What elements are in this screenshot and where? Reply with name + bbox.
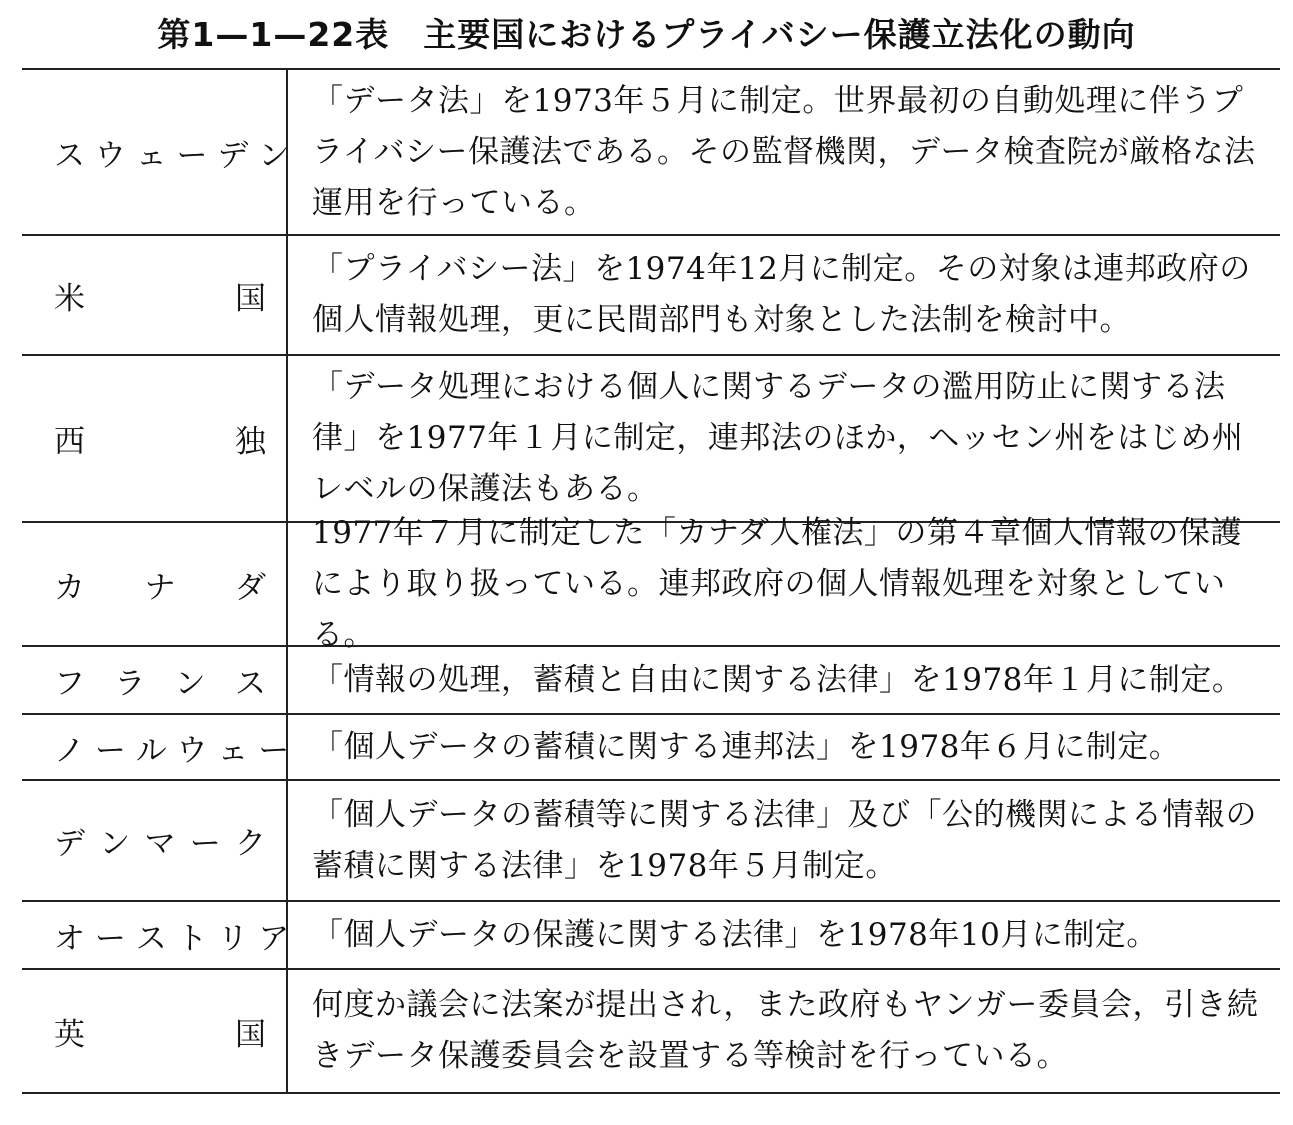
description-text: 「プライバシー法」を1974年12月に制定。その対象は連邦政府の個人情報処理，更に民間部門も対象とした法制を検討中。 xyxy=(312,251,1251,338)
country-name: カ ナ ダ xyxy=(54,569,266,606)
table-title: 第1—1—22表 主要国におけるプライバシー保護立法化の動向 xyxy=(157,15,1136,54)
description-text: 「個人データの蓄積等に関する法律」及び「公的機関による情報の蓄積に関する法律」を1978年５月制定。 xyxy=(312,796,1257,884)
description-cell xyxy=(288,781,1280,900)
description-text: 「データ法」を1973年５月に制定。世界最初の自動処理に伴うプライバシー保護法である。その監督機関，データ検査院が厳格な法運用を行っている。 xyxy=(312,82,1256,221)
table-row xyxy=(22,715,1280,781)
table-row xyxy=(22,647,1280,715)
description-text: 「データ処理における個人に関するデータの濫用防止に関する法律」を1977年１月に制定，連邦法のほか，ヘッセン州をはじめ州レベルの保護法もある。 xyxy=(312,369,1244,507)
country-name: 英 国 xyxy=(54,1016,266,1053)
description-cell xyxy=(288,715,1280,779)
country-name: ス ウ ェ ー デ ン xyxy=(54,137,290,174)
country-name: オ ー ス ト リ ア xyxy=(54,920,290,957)
country-cell xyxy=(22,70,288,234)
table-row xyxy=(22,70,1280,236)
country-name: ノ ー ル ウ ェ ー xyxy=(54,732,290,769)
description-cell xyxy=(288,70,1280,234)
table-row xyxy=(22,781,1280,902)
description-text: 1977年７月に制定した「カナダ人権法」の第４章個人情報の保護により取り扱っている。連邦政府の個人情報処理を対象としている。 xyxy=(312,514,1242,653)
description-text: 「個人データの蓄積に関する連邦法」を1978年６月に制定。 xyxy=(312,728,1181,765)
description-cell xyxy=(288,356,1280,521)
table-row xyxy=(22,514,1280,653)
legislation-table xyxy=(22,68,1280,1094)
country-name: 西 独 xyxy=(54,424,266,460)
country-name: デ ン マ ー ク xyxy=(54,826,266,862)
description-cell xyxy=(288,236,1280,354)
table-row xyxy=(22,970,1280,1094)
country-cell xyxy=(22,970,288,1092)
description-text: 「情報の処理，蓄積と自由に関する法律」を1978年１月に制定。 xyxy=(312,661,1244,698)
description-cell xyxy=(288,970,1280,1092)
description-text: 「個人データの保護に関する法律」を1978年10月に制定。 xyxy=(312,916,1158,953)
table-row xyxy=(22,236,1280,356)
table-row xyxy=(22,356,1280,523)
country-name: 米 国 xyxy=(54,280,266,317)
description-text: 何度か議会に法案が提出され，また政府もヤンガー委員会，引き続きデータ保護委員会を設置する等検討を行っている。 xyxy=(312,987,1259,1074)
country-name: フ ラ ン ス xyxy=(54,665,266,702)
country-cell xyxy=(22,781,288,900)
description-cell xyxy=(288,647,1280,713)
country-cell xyxy=(22,523,288,645)
description-cell xyxy=(288,514,1280,653)
country-cell xyxy=(22,715,288,779)
table-row xyxy=(22,902,1280,970)
description-cell xyxy=(288,902,1280,968)
country-cell xyxy=(22,356,288,521)
country-cell xyxy=(22,236,288,354)
country-cell xyxy=(22,902,288,968)
country-cell xyxy=(22,647,288,713)
